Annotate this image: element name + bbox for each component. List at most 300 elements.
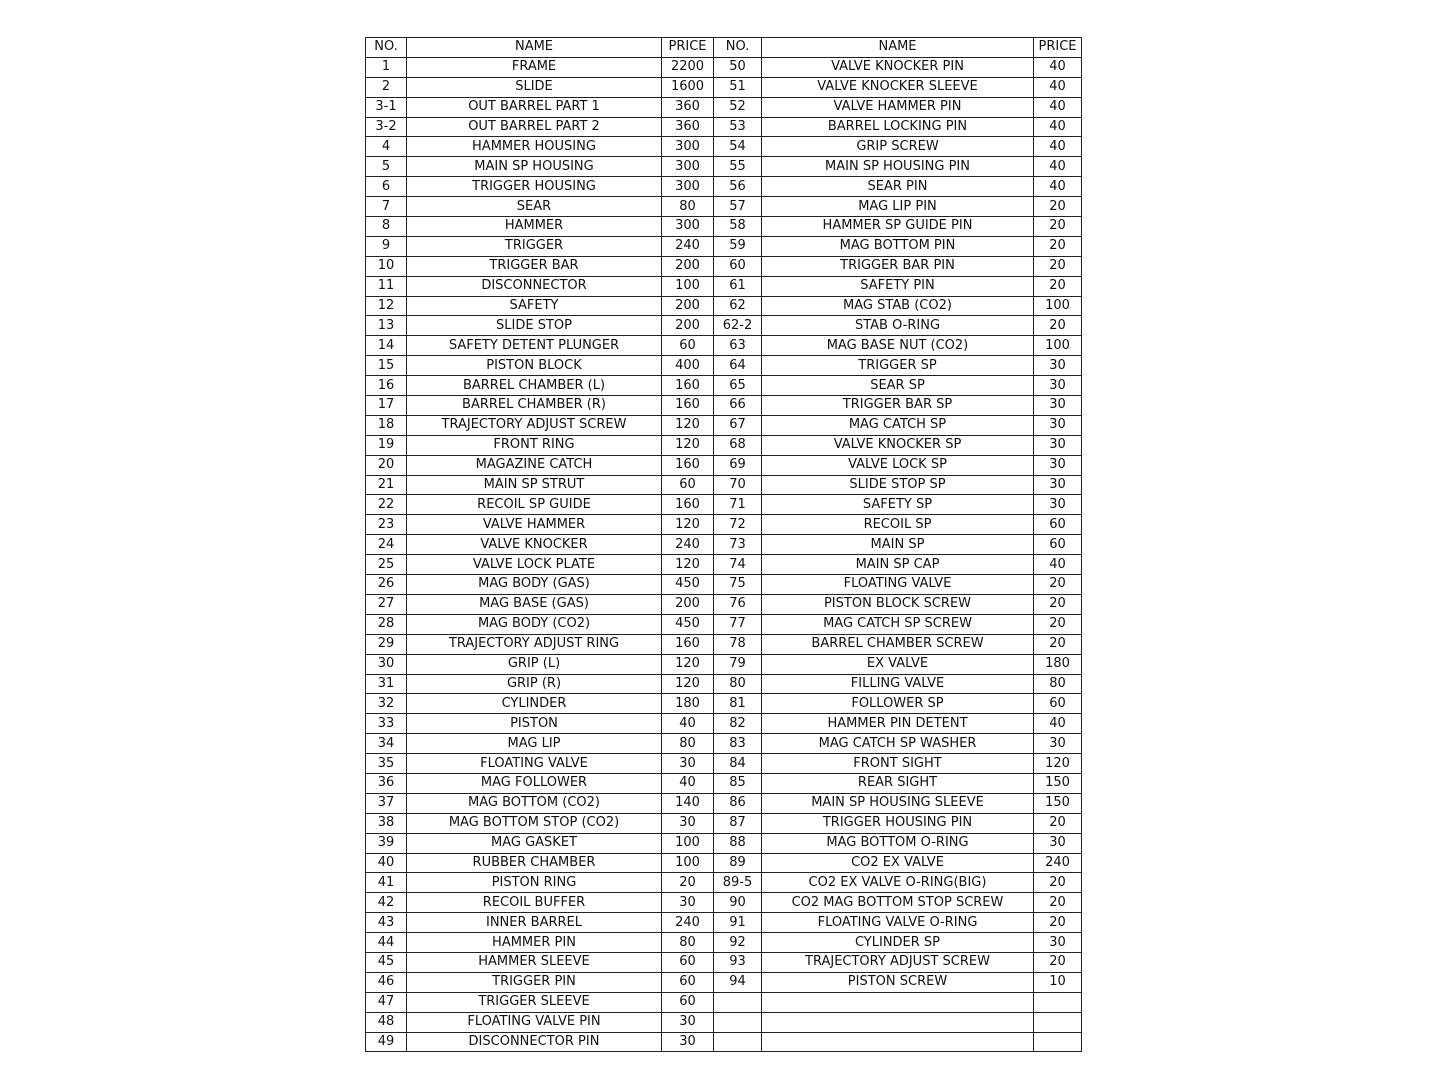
- part-price-left: 120: [662, 555, 714, 575]
- part-name-right: FLOATING VALVE: [762, 575, 1034, 595]
- part-price-right: 60: [1034, 515, 1082, 535]
- part-no-left: 41: [366, 873, 407, 893]
- table-row: [366, 754, 1082, 774]
- part-name-left: FRAME: [407, 57, 662, 77]
- part-no-left: 45: [366, 952, 407, 972]
- part-no-right: 59: [714, 236, 762, 256]
- table-row: [366, 535, 1082, 555]
- table-row: [366, 634, 1082, 654]
- part-price-right: 20: [1034, 236, 1082, 256]
- part-name-right: HAMMER PIN DETENT: [762, 714, 1034, 734]
- part-price-right: 40: [1034, 117, 1082, 137]
- part-name-left: RECOIL BUFFER: [407, 893, 662, 913]
- part-price-left: 30: [662, 893, 714, 913]
- part-no-left: 2: [366, 77, 407, 97]
- part-price-left: 300: [662, 137, 714, 157]
- part-price-right: 20: [1034, 813, 1082, 833]
- part-name-right: SLIDE STOP SP: [762, 475, 1034, 495]
- part-name-right: FLOATING VALVE O-RING: [762, 913, 1034, 933]
- part-name-left: HAMMER: [407, 217, 662, 237]
- part-no-right: 77: [714, 614, 762, 634]
- part-price-left: 60: [662, 992, 714, 1012]
- part-name-right: FOLLOWER SP: [762, 694, 1034, 714]
- part-no-right: 58: [714, 217, 762, 237]
- part-name-left: VALVE LOCK PLATE: [407, 555, 662, 575]
- part-name-right: SEAR PIN: [762, 177, 1034, 197]
- part-no-left: 35: [366, 754, 407, 774]
- part-name-left: HAMMER HOUSING: [407, 137, 662, 157]
- table-row: [366, 594, 1082, 614]
- part-name-left: SEAR: [407, 197, 662, 217]
- part-price-right: 20: [1034, 893, 1082, 913]
- part-price-right: 20: [1034, 256, 1082, 276]
- part-no-left: 39: [366, 833, 407, 853]
- part-name-left: OUT BARREL PART 1: [407, 97, 662, 117]
- part-price-left: 30: [662, 754, 714, 774]
- part-no-right: 64: [714, 356, 762, 376]
- part-price-right: 180: [1034, 654, 1082, 674]
- part-no-right: 72: [714, 515, 762, 535]
- part-name-left: GRIP (R): [407, 674, 662, 694]
- part-no-right: 70: [714, 475, 762, 495]
- part-price-left: 40: [662, 714, 714, 734]
- part-no-left: 33: [366, 714, 407, 734]
- part-no-right: 69: [714, 455, 762, 475]
- part-price-left: 300: [662, 157, 714, 177]
- table-row: [366, 157, 1082, 177]
- part-name-left: RUBBER CHAMBER: [407, 853, 662, 873]
- part-no-right: 73: [714, 535, 762, 555]
- part-price-right: 20: [1034, 276, 1082, 296]
- part-name-right: PISTON BLOCK SCREW: [762, 594, 1034, 614]
- part-name-left: TRAJECTORY ADJUST RING: [407, 634, 662, 654]
- table-row: [366, 415, 1082, 435]
- table-row: [366, 77, 1082, 97]
- part-no-right: 54: [714, 137, 762, 157]
- part-name-left: TRIGGER PIN: [407, 972, 662, 992]
- part-no-left: 6: [366, 177, 407, 197]
- part-price-right: 30: [1034, 495, 1082, 515]
- part-name-right: SEAR SP: [762, 376, 1034, 396]
- part-price-right: 30: [1034, 356, 1082, 376]
- part-name-right: MAG BASE NUT (CO2): [762, 336, 1034, 356]
- part-price-left: 120: [662, 654, 714, 674]
- part-no-left: 13: [366, 316, 407, 336]
- header-name-right: NAME: [762, 38, 1034, 58]
- part-no-right: 80: [714, 674, 762, 694]
- part-name-right: VALVE HAMMER PIN: [762, 97, 1034, 117]
- part-name-left: MAG BASE (GAS): [407, 594, 662, 614]
- part-name-right: STAB O-RING: [762, 316, 1034, 336]
- part-no-right: 90: [714, 893, 762, 913]
- table-row: [366, 1032, 1082, 1052]
- part-no-left: 27: [366, 594, 407, 614]
- part-no-right: 87: [714, 813, 762, 833]
- table-row: [366, 1012, 1082, 1032]
- part-no-right: 92: [714, 933, 762, 953]
- part-name-left: VALVE KNOCKER: [407, 535, 662, 555]
- part-no-left: 18: [366, 415, 407, 435]
- part-no-right: 81: [714, 694, 762, 714]
- part-name-left: MAG BOTTOM STOP (CO2): [407, 813, 662, 833]
- table-row: [366, 475, 1082, 495]
- part-price-left: 60: [662, 475, 714, 495]
- part-price-left: 200: [662, 316, 714, 336]
- part-name-right: MAG CATCH SP WASHER: [762, 734, 1034, 754]
- part-name-right: CYLINDER SP: [762, 933, 1034, 953]
- part-name-right: VALVE KNOCKER SP: [762, 435, 1034, 455]
- table-row: [366, 833, 1082, 853]
- part-price-right: 20: [1034, 217, 1082, 237]
- part-name-right: [762, 992, 1034, 1012]
- part-price-left: 160: [662, 634, 714, 654]
- part-no-right: 67: [714, 415, 762, 435]
- part-no-right: 84: [714, 754, 762, 774]
- part-price-right: 20: [1034, 913, 1082, 933]
- table-row: [366, 455, 1082, 475]
- table-row: [366, 614, 1082, 634]
- table-row: [366, 853, 1082, 873]
- header-price-right: PRICE: [1034, 38, 1082, 58]
- part-name-left: TRIGGER: [407, 236, 662, 256]
- part-price-left: 1600: [662, 77, 714, 97]
- part-name-left: MAGAZINE CATCH: [407, 455, 662, 475]
- table-row: [366, 177, 1082, 197]
- part-no-left: 7: [366, 197, 407, 217]
- part-no-left: 17: [366, 396, 407, 416]
- part-no-right: 63: [714, 336, 762, 356]
- part-name-right: MAG CATCH SP: [762, 415, 1034, 435]
- part-price-left: 160: [662, 495, 714, 515]
- part-name-right: CO2 EX VALVE: [762, 853, 1034, 873]
- part-price-left: 120: [662, 674, 714, 694]
- part-name-right: VALVE KNOCKER PIN: [762, 57, 1034, 77]
- part-price-right: 30: [1034, 933, 1082, 953]
- part-name-left: TRAJECTORY ADJUST SCREW: [407, 415, 662, 435]
- table-row: [366, 873, 1082, 893]
- part-price-left: 400: [662, 356, 714, 376]
- part-price-left: 40: [662, 773, 714, 793]
- part-name-right: EX VALVE: [762, 654, 1034, 674]
- part-name-left: TRIGGER HOUSING: [407, 177, 662, 197]
- part-no-left: 15: [366, 356, 407, 376]
- part-name-left: MAG FOLLOWER: [407, 773, 662, 793]
- part-price-right: 40: [1034, 157, 1082, 177]
- part-name-right: MAG CATCH SP SCREW: [762, 614, 1034, 634]
- part-no-right: 85: [714, 773, 762, 793]
- part-no-right: 89: [714, 853, 762, 873]
- part-no-right: 93: [714, 952, 762, 972]
- part-no-right: 65: [714, 376, 762, 396]
- part-price-right: [1034, 1032, 1082, 1052]
- part-no-left: 9: [366, 236, 407, 256]
- part-no-right: 60: [714, 256, 762, 276]
- part-price-right: 240: [1034, 853, 1082, 873]
- part-name-left: DISCONNECTOR PIN: [407, 1032, 662, 1052]
- parts-price-table: [365, 37, 1082, 1052]
- part-price-right: 40: [1034, 97, 1082, 117]
- part-no-left: 14: [366, 336, 407, 356]
- part-price-left: 240: [662, 913, 714, 933]
- part-price-left: 80: [662, 933, 714, 953]
- part-name-right: TRIGGER BAR PIN: [762, 256, 1034, 276]
- table-row: [366, 893, 1082, 913]
- part-no-left: 44: [366, 933, 407, 953]
- part-name-left: MAG GASKET: [407, 833, 662, 853]
- part-price-left: 30: [662, 1032, 714, 1052]
- part-no-right: 62: [714, 296, 762, 316]
- part-price-left: 30: [662, 813, 714, 833]
- part-name-left: HAMMER PIN: [407, 933, 662, 953]
- part-price-left: 360: [662, 97, 714, 117]
- part-no-right: 76: [714, 594, 762, 614]
- part-name-right: VALVE KNOCKER SLEEVE: [762, 77, 1034, 97]
- part-no-left: 49: [366, 1032, 407, 1052]
- part-price-right: 30: [1034, 475, 1082, 495]
- table-row: [366, 396, 1082, 416]
- part-name-left: PISTON: [407, 714, 662, 734]
- part-no-right: 51: [714, 77, 762, 97]
- part-no-left: 30: [366, 654, 407, 674]
- part-name-left: SAFETY DETENT PLUNGER: [407, 336, 662, 356]
- part-price-right: 40: [1034, 57, 1082, 77]
- part-price-right: 20: [1034, 634, 1082, 654]
- table-row: [366, 972, 1082, 992]
- part-price-right: 30: [1034, 435, 1082, 455]
- part-no-right: 74: [714, 555, 762, 575]
- header-price-left: PRICE: [662, 38, 714, 58]
- part-no-left: 29: [366, 634, 407, 654]
- part-price-right: 10: [1034, 972, 1082, 992]
- part-no-right: [714, 992, 762, 1012]
- part-no-left: 37: [366, 793, 407, 813]
- part-name-right: [762, 1032, 1034, 1052]
- part-price-right: 20: [1034, 575, 1082, 595]
- part-price-right: 20: [1034, 952, 1082, 972]
- part-name-left: VALVE HAMMER: [407, 515, 662, 535]
- part-price-left: 140: [662, 793, 714, 813]
- part-no-left: 38: [366, 813, 407, 833]
- part-price-right: 20: [1034, 197, 1082, 217]
- part-no-right: 53: [714, 117, 762, 137]
- part-no-right: 52: [714, 97, 762, 117]
- part-name-left: PISTON BLOCK: [407, 356, 662, 376]
- part-no-left: 12: [366, 296, 407, 316]
- part-no-right: 61: [714, 276, 762, 296]
- part-price-left: 300: [662, 217, 714, 237]
- table-row: [366, 356, 1082, 376]
- part-no-right: 50: [714, 57, 762, 77]
- table-row: [366, 217, 1082, 237]
- part-price-right: 40: [1034, 77, 1082, 97]
- part-no-left: 23: [366, 515, 407, 535]
- part-no-left: 10: [366, 256, 407, 276]
- part-price-right: 30: [1034, 833, 1082, 853]
- part-price-right: 20: [1034, 614, 1082, 634]
- part-name-right: VALVE LOCK SP: [762, 455, 1034, 475]
- part-name-right: MAG BOTTOM O-RING: [762, 833, 1034, 853]
- header-no-left: NO.: [366, 38, 407, 58]
- part-name-right: MAIN SP CAP: [762, 555, 1034, 575]
- part-name-left: DISCONNECTOR: [407, 276, 662, 296]
- table-row: [366, 276, 1082, 296]
- part-no-right: 68: [714, 435, 762, 455]
- part-price-left: 160: [662, 376, 714, 396]
- table-row: [366, 435, 1082, 455]
- part-no-left: 24: [366, 535, 407, 555]
- part-name-left: BARREL CHAMBER (R): [407, 396, 662, 416]
- part-name-left: GRIP (L): [407, 654, 662, 674]
- part-price-right: 30: [1034, 376, 1082, 396]
- header-no-right: NO.: [714, 38, 762, 58]
- table-row: [366, 813, 1082, 833]
- part-price-left: 450: [662, 575, 714, 595]
- part-price-left: 60: [662, 952, 714, 972]
- part-price-right: 150: [1034, 773, 1082, 793]
- part-price-left: 450: [662, 614, 714, 634]
- part-name-left: MAIN SP STRUT: [407, 475, 662, 495]
- part-no-left: 31: [366, 674, 407, 694]
- part-no-left: 28: [366, 614, 407, 634]
- part-price-right: 30: [1034, 396, 1082, 416]
- part-price-right: 60: [1034, 694, 1082, 714]
- part-no-right: 79: [714, 654, 762, 674]
- part-name-right: MAG STAB (CO2): [762, 296, 1034, 316]
- part-price-right: 40: [1034, 137, 1082, 157]
- table-row: [366, 117, 1082, 137]
- part-price-left: 100: [662, 276, 714, 296]
- table-row: [366, 793, 1082, 813]
- table-row: [366, 913, 1082, 933]
- part-price-right: 20: [1034, 594, 1082, 614]
- part-price-right: [1034, 992, 1082, 1012]
- table-row: [366, 933, 1082, 953]
- table-row: [366, 674, 1082, 694]
- part-no-right: 57: [714, 197, 762, 217]
- part-no-left: 3-2: [366, 117, 407, 137]
- table-row: [366, 575, 1082, 595]
- part-name-left: SAFETY: [407, 296, 662, 316]
- part-price-right: 30: [1034, 455, 1082, 475]
- part-price-right: 40: [1034, 555, 1082, 575]
- part-name-left: OUT BARREL PART 2: [407, 117, 662, 137]
- part-no-right: 82: [714, 714, 762, 734]
- part-no-right: 89-5: [714, 873, 762, 893]
- part-no-left: 3-1: [366, 97, 407, 117]
- part-price-left: 80: [662, 197, 714, 217]
- table-header-row: [366, 38, 1082, 58]
- table-row: [366, 57, 1082, 77]
- table-row: [366, 296, 1082, 316]
- part-name-right: TRIGGER SP: [762, 356, 1034, 376]
- part-name-right: CO2 MAG BOTTOM STOP SCREW: [762, 893, 1034, 913]
- part-name-right: MAG LIP PIN: [762, 197, 1034, 217]
- part-no-left: 32: [366, 694, 407, 714]
- part-no-right: 83: [714, 734, 762, 754]
- part-price-right: 100: [1034, 336, 1082, 356]
- part-name-right: TRAJECTORY ADJUST SCREW: [762, 952, 1034, 972]
- part-no-left: 1: [366, 57, 407, 77]
- part-price-right: 100: [1034, 296, 1082, 316]
- part-price-left: 60: [662, 336, 714, 356]
- part-name-right: TRIGGER BAR SP: [762, 396, 1034, 416]
- part-name-right: SAFETY PIN: [762, 276, 1034, 296]
- part-name-left: SLIDE STOP: [407, 316, 662, 336]
- table-row: [366, 137, 1082, 157]
- part-price-left: 300: [662, 177, 714, 197]
- part-price-right: 150: [1034, 793, 1082, 813]
- part-price-left: 120: [662, 415, 714, 435]
- part-price-left: 200: [662, 296, 714, 316]
- parts-price-sheet: [365, 37, 1082, 1052]
- part-name-left: MAG BODY (CO2): [407, 614, 662, 634]
- part-price-left: 200: [662, 594, 714, 614]
- part-name-right: [762, 1012, 1034, 1032]
- part-no-right: 86: [714, 793, 762, 813]
- part-name-right: MAIN SP HOUSING SLEEVE: [762, 793, 1034, 813]
- part-no-left: 43: [366, 913, 407, 933]
- table-row: [366, 555, 1082, 575]
- part-name-right: PISTON SCREW: [762, 972, 1034, 992]
- part-no-right: 94: [714, 972, 762, 992]
- part-name-left: MAG BODY (GAS): [407, 575, 662, 595]
- part-no-left: 40: [366, 853, 407, 873]
- part-name-left: CYLINDER: [407, 694, 662, 714]
- table-row: [366, 952, 1082, 972]
- part-name-right: HAMMER SP GUIDE PIN: [762, 217, 1034, 237]
- table-row: [366, 694, 1082, 714]
- part-price-left: 120: [662, 435, 714, 455]
- part-name-left: HAMMER SLEEVE: [407, 952, 662, 972]
- part-price-left: 30: [662, 1012, 714, 1032]
- table-row: [366, 336, 1082, 356]
- part-price-right: 40: [1034, 714, 1082, 734]
- part-no-right: 88: [714, 833, 762, 853]
- part-no-right: [714, 1012, 762, 1032]
- part-name-left: INNER BARREL: [407, 913, 662, 933]
- part-no-left: 26: [366, 575, 407, 595]
- table-row: [366, 197, 1082, 217]
- part-name-left: MAIN SP HOUSING: [407, 157, 662, 177]
- part-price-left: 240: [662, 236, 714, 256]
- part-price-right: 60: [1034, 535, 1082, 555]
- part-no-left: 42: [366, 893, 407, 913]
- part-price-left: 100: [662, 833, 714, 853]
- part-no-left: 25: [366, 555, 407, 575]
- part-no-right: 55: [714, 157, 762, 177]
- table-body: [366, 57, 1082, 1052]
- part-name-left: BARREL CHAMBER (L): [407, 376, 662, 396]
- part-name-right: BARREL CHAMBER SCREW: [762, 634, 1034, 654]
- part-no-left: 16: [366, 376, 407, 396]
- part-price-right: 120: [1034, 754, 1082, 774]
- part-no-left: 22: [366, 495, 407, 515]
- part-name-right: REAR SIGHT: [762, 773, 1034, 793]
- part-no-right: 62-2: [714, 316, 762, 336]
- part-name-left: FRONT RING: [407, 435, 662, 455]
- part-no-left: 36: [366, 773, 407, 793]
- part-price-left: 100: [662, 853, 714, 873]
- part-price-left: 160: [662, 396, 714, 416]
- part-name-right: FILLING VALVE: [762, 674, 1034, 694]
- part-no-left: 5: [366, 157, 407, 177]
- part-no-right: 75: [714, 575, 762, 595]
- part-name-right: MAIN SP: [762, 535, 1034, 555]
- part-no-left: 20: [366, 455, 407, 475]
- part-name-right: CO2 EX VALVE O-RING(BIG): [762, 873, 1034, 893]
- part-name-left: MAG BOTTOM (CO2): [407, 793, 662, 813]
- part-no-left: 21: [366, 475, 407, 495]
